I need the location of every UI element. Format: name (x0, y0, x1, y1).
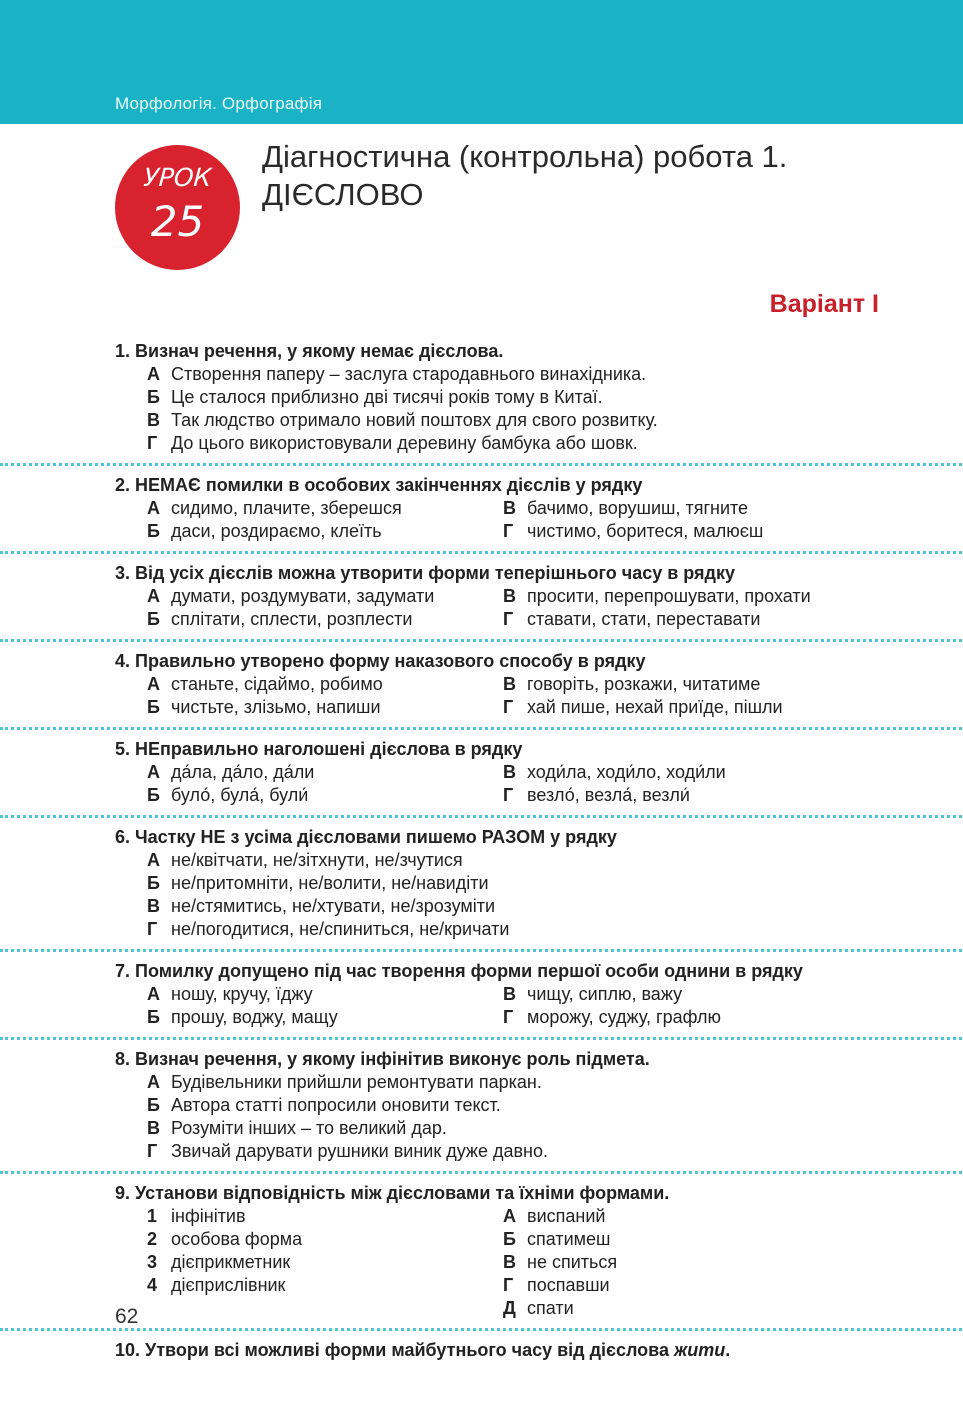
option (503, 1228, 895, 1251)
option-letter: В (503, 586, 516, 606)
option (147, 918, 895, 941)
option-letter: А (147, 586, 160, 606)
option (147, 1006, 503, 1029)
option-letter: В (503, 498, 516, 518)
option-letter: В (503, 984, 516, 1004)
option-text: станьте, сідаймо, робимо (171, 674, 383, 694)
option-text: Розуміти інших – то великий дар. (171, 1118, 447, 1138)
option (503, 983, 895, 1006)
question-title: 9. Установи відповідність між дієсловами та їхніми формами. (115, 1183, 670, 1203)
option (503, 608, 895, 631)
question-5 (115, 738, 895, 807)
dotted-divider (0, 815, 963, 818)
option (147, 432, 895, 455)
option (147, 784, 503, 807)
option-letter: А (147, 984, 160, 1004)
question-title-text: 10. Утвори всі можливі форми майбутнього часу від дієслова (115, 1340, 675, 1360)
option (147, 761, 503, 784)
dotted-divider (0, 639, 963, 642)
option (503, 761, 895, 784)
option (503, 1006, 895, 1029)
option (147, 1274, 503, 1297)
option-text: чистимо, боритеся, малюєш (527, 521, 764, 541)
option-letter: Г (147, 919, 158, 939)
option-letter: 3 (147, 1252, 158, 1272)
option-letter: Д (503, 1298, 516, 1318)
option-text: ставати, стати, переставати (527, 609, 761, 629)
option-letter: Г (503, 697, 514, 717)
question-title-italic: жити (674, 1340, 726, 1360)
dotted-divider (0, 463, 963, 466)
option-text: поспавши (527, 1275, 610, 1295)
option (147, 585, 503, 608)
option (147, 673, 503, 696)
dotted-divider (0, 551, 963, 554)
option-letter: Г (147, 1141, 158, 1161)
option (503, 1274, 895, 1297)
option-text: було́, була́, були́ (171, 785, 309, 805)
option-text: даси, роздираємо, клеїть (171, 521, 382, 541)
option-letter: Г (503, 609, 514, 629)
option-letter: Г (503, 1007, 514, 1027)
question-title: 4. Правильно утворено форму наказового способу в рядку (115, 651, 646, 671)
option (147, 1071, 895, 1094)
option-text: сплітати, сплести, розплести (171, 609, 413, 629)
option-text: не/погодитися, не/спиниться, не/кричати (171, 919, 510, 939)
lesson-label: УРОК (142, 163, 213, 192)
option-letter: В (503, 762, 516, 782)
page-title-line1: Діагностична (контрольна) робота 1. (262, 139, 788, 174)
option-letter: В (503, 1252, 516, 1272)
option (147, 1228, 503, 1251)
page-title (262, 138, 787, 214)
option-letter: Г (503, 1275, 514, 1295)
option-text: виспаний (527, 1206, 606, 1226)
page-number: 62 (115, 1305, 139, 1328)
option (147, 1094, 895, 1117)
option (147, 608, 503, 631)
option-text: не/квітчати, не/зітхнути, не/зчутися (171, 850, 463, 870)
option (147, 497, 503, 520)
question-title: 2. НЕМАЄ помилки в особових закінченнях дієслів у рядку (115, 475, 643, 495)
question-2 (115, 474, 895, 543)
option (147, 363, 895, 386)
question-1 (115, 340, 895, 455)
option-text: Створення паперу – заслуга стародавнього винахідника. (171, 364, 647, 384)
question-title: 3. Від усіх дієслів можна утворити форми теперішнього часу в рядку (115, 563, 735, 583)
option (147, 983, 503, 1006)
dotted-divider (0, 1037, 963, 1040)
question-9 (115, 1182, 895, 1320)
option-text: дієприкметник (171, 1252, 291, 1272)
option (147, 895, 895, 918)
question-8 (115, 1048, 895, 1163)
option-text: спати (527, 1298, 574, 1318)
dotted-divider (0, 1171, 963, 1174)
option-letter: Б (147, 1095, 160, 1115)
option-letter: Б (147, 785, 160, 805)
question-title: 5. НЕправильно наголошені дієслова в рядку (115, 739, 523, 759)
option (503, 585, 895, 608)
option (503, 520, 895, 543)
option-text: не/стямитись, не/хтувати, не/зрозуміти (171, 896, 496, 916)
option (503, 1297, 895, 1320)
option-letter: Б (147, 387, 160, 407)
question-4 (115, 650, 895, 719)
option-text: ходи́ла, ходи́ло, ходи́ли (527, 762, 726, 782)
option-text: Так людство отримало новий поштовх для свого розвитку. (171, 410, 658, 430)
option (147, 520, 503, 543)
option-letter: Б (147, 873, 160, 893)
lesson-badge (115, 145, 240, 270)
option (147, 849, 895, 872)
option-letter: Г (147, 433, 158, 453)
variant-heading: Варіант І (769, 290, 879, 318)
option-letter: В (147, 1118, 160, 1138)
question-title: 6. Частку НЕ з усіма дієсловами пишемо РАЗОМ у рядку (115, 827, 617, 847)
option-text: особова форма (171, 1229, 303, 1249)
question-6 (115, 826, 895, 941)
option-letter: А (503, 1206, 516, 1226)
question-title-end: . (725, 1340, 731, 1360)
option-letter: В (147, 896, 160, 916)
option-text: Автора статті попросили оновити текст. (171, 1095, 501, 1115)
question-title: 1. Визнач речення, у якому немає дієслова. (115, 341, 504, 361)
option (147, 872, 895, 895)
option-text: хай пише, нехай приїде, пішли (527, 697, 783, 717)
questions-list (115, 340, 895, 1362)
page-title-line2: ДІЄСЛОВО (262, 177, 424, 212)
option (147, 1117, 895, 1140)
option (503, 673, 895, 696)
option-text: да́ла, да́ло, да́ли (171, 762, 315, 782)
lesson-number: 25 (150, 197, 205, 246)
option-text: ношу, кручу, їджу (171, 984, 313, 1004)
option-letter: А (147, 674, 160, 694)
dotted-divider (0, 1328, 963, 1331)
option-letter: А (147, 498, 160, 518)
question-title: 8. Визнач речення, у якому інфінітив виконує роль підмета. (115, 1049, 650, 1069)
option-text: морожу, суджу, графлю (527, 1007, 722, 1027)
question-3 (115, 562, 895, 631)
option-text: Будівельники прийшли ремонтувати паркан. (171, 1072, 542, 1092)
option-text: спатимеш (527, 1229, 611, 1249)
option-letter: Б (503, 1229, 516, 1249)
option-letter: 1 (147, 1206, 158, 1226)
option (503, 696, 895, 719)
option-text: інфінітив (171, 1206, 246, 1226)
option-letter: А (147, 850, 160, 870)
question-title: 7. Помилку допущено під час творення форми першої особи однини в рядку (115, 961, 803, 981)
option-text: До цього використовували деревину бамбука або шовк. (171, 433, 638, 453)
option-text: думати, роздумувати, задумати (171, 586, 435, 606)
option-letter: 4 (147, 1275, 158, 1295)
option-letter: Б (147, 521, 160, 541)
option-letter (147, 1297, 171, 1320)
option-letter: А (147, 1072, 160, 1092)
option-text: говоріть, розкажи, читатиме (527, 674, 761, 694)
dotted-divider (0, 727, 963, 730)
option (147, 1205, 503, 1228)
option-letter: Б (147, 1007, 160, 1027)
option-letter: Г (503, 785, 514, 805)
option-letter: В (503, 674, 516, 694)
option-text: чищу, сиплю, важу (527, 984, 683, 1004)
question-10 (115, 1339, 895, 1362)
header-band (0, 0, 963, 124)
option-letter: Б (147, 609, 160, 629)
option (147, 386, 895, 409)
option (147, 696, 503, 719)
option (147, 409, 895, 432)
option (503, 784, 895, 807)
option (503, 497, 895, 520)
option-text: чистьте, злізьмо, напиши (171, 697, 381, 717)
option-empty (147, 1297, 503, 1320)
option-letter: Б (147, 697, 160, 717)
option (147, 1140, 895, 1163)
option (503, 1251, 895, 1274)
option-text: бачимо, ворушиш, тягните (527, 498, 749, 518)
question-title (115, 1339, 895, 1362)
option-text: дієприслівник (171, 1275, 286, 1295)
option-text: Це сталося приблизно дві тисячі років тому в Китаї. (171, 387, 603, 407)
option-text: сидимо, плачите, зберешся (171, 498, 402, 518)
dotted-divider (0, 949, 963, 952)
option-text: Звичай дарувати рушники виник дуже давно. (171, 1141, 548, 1161)
question-7 (115, 960, 895, 1029)
breadcrumb: Морфологія. Орфографія (115, 94, 323, 113)
option-text: просити, перепрошувати, прохати (527, 586, 811, 606)
option-text: не/притомніти, не/волити, не/навидіти (171, 873, 489, 893)
option-letter: А (147, 364, 160, 384)
option-letter: А (147, 762, 160, 782)
option-letter: В (147, 410, 160, 430)
option-letter: Г (503, 521, 514, 541)
option-text: не спиться (527, 1252, 618, 1272)
option-text: везло́, везла́, везли́ (527, 785, 690, 805)
option (503, 1205, 895, 1228)
option-letter: 2 (147, 1229, 158, 1249)
option (147, 1251, 503, 1274)
option-text: прошу, воджу, мащу (171, 1007, 338, 1027)
